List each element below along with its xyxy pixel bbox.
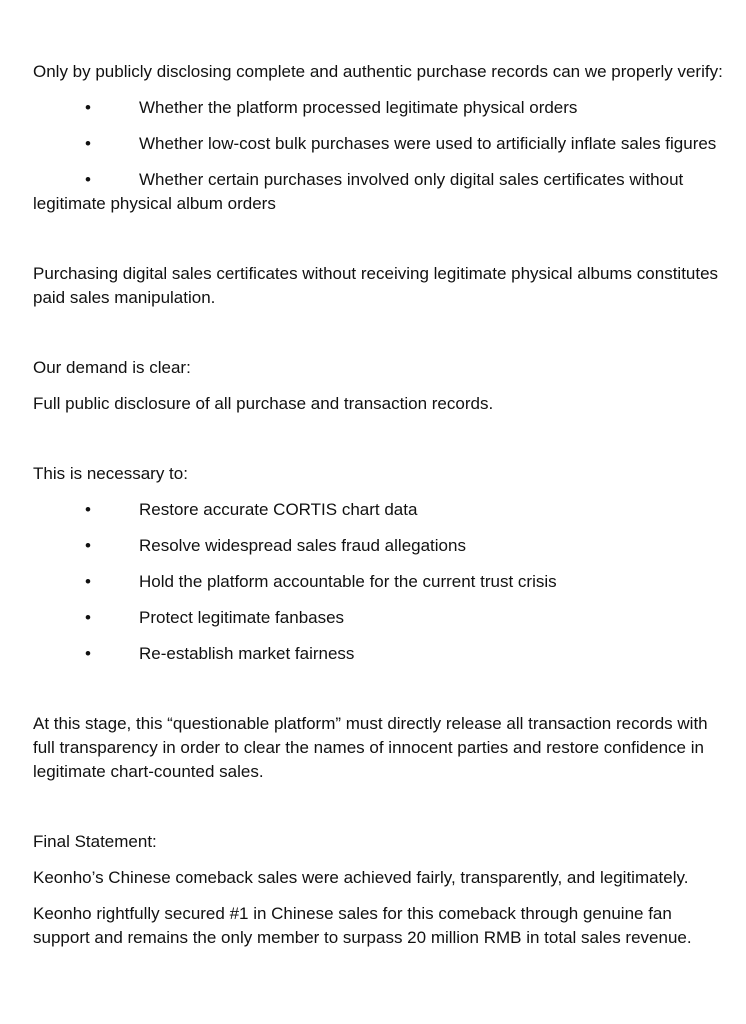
list-item: • Restore accurate CORTIS chart data xyxy=(33,498,723,522)
necessity-intro: This is necessary to: xyxy=(33,464,188,483)
bullet-icon: • xyxy=(85,98,91,117)
platform-release-paragraph: At this stage, this “questionable platform” must directly release all transaction records with full transparency in order to clear the names of innocent parties and restore confidence in legitimate chart-counted sales. xyxy=(33,714,708,781)
list-item: • Whether the platform processed legitimate physical orders xyxy=(33,96,723,120)
demand-heading: Our demand is clear: xyxy=(33,358,191,377)
verify-list xyxy=(33,96,723,216)
final-statement-paragraph-2: Keonho rightfully secured #1 in Chinese sales for this comeback through genuine fan support and remains the only member to surpass 20 million RMB in total sales revenue. xyxy=(33,904,692,947)
list-item: • Resolve widespread sales fraud allegations xyxy=(33,534,723,558)
final-statement-heading: Final Statement: xyxy=(33,832,157,851)
list-item: • Whether low-cost bulk purchases were used to artificially inflate sales figures xyxy=(33,132,723,156)
bullet-icon: • xyxy=(85,644,91,663)
list-item: • Whether certain purchases involved only digital sales certificates without legitimate physical album orders xyxy=(33,170,684,213)
list-item: • Re-establish market fairness xyxy=(33,642,723,666)
bullet-icon: • xyxy=(85,170,91,189)
bullet-icon: • xyxy=(85,572,91,591)
bullet-icon: • xyxy=(85,608,91,627)
bullet-icon: • xyxy=(85,134,91,153)
list-item: • Protect legitimate fanbases xyxy=(33,606,723,630)
manipulation-paragraph: Purchasing digital sales certificates without receiving legitimate physical albums constitutes paid sales manipulation. xyxy=(33,264,719,307)
list-item: • Hold the platform accountable for the current trust crisis xyxy=(33,570,723,594)
necessity-list xyxy=(33,498,723,666)
bullet-icon: • xyxy=(85,536,91,555)
demand-text: Full public disclosure of all purchase and transaction records. xyxy=(33,394,494,413)
final-statement-paragraph-1: Keonho’s Chinese comeback sales were achieved fairly, transparently, and legitimately. xyxy=(33,868,689,887)
verify-intro: Only by publicly disclosing complete and authentic purchase records can we properly verify: xyxy=(33,62,723,81)
bullet-icon: • xyxy=(85,500,91,519)
document-page xyxy=(33,60,723,950)
